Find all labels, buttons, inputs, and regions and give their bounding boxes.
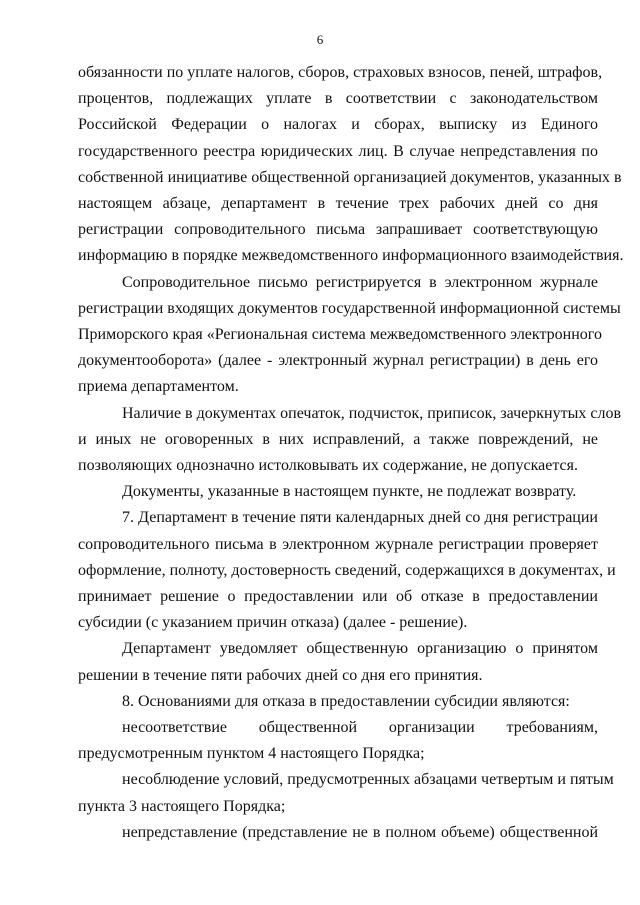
paragraph (78, 60, 624, 270)
text-line: сопроводительного письма в электронном журнале регистрации проверяет (78, 535, 598, 553)
text-line: Российской Федерации о налогах и сборах, выписку из Единого (78, 116, 598, 134)
paragraph (78, 767, 614, 819)
text-line: Наличие в документах опечаток, подчисток, приписок, зачеркнутых слов (122, 404, 621, 422)
text-line: пункта 3 настоящего Порядка; (78, 797, 286, 815)
text-line: Приморского края «Региональная система межведомственного электронного (78, 326, 602, 344)
text-line: 8. Основаниями для отказа в предоставлении субсидии являются: (122, 692, 570, 710)
text-line: оформление, полноту, достоверность сведений, содержащихся в документах, и (78, 561, 616, 579)
text-line: решении в течение пяти рабочих дней со дня его принятия. (78, 666, 483, 684)
text-line: 7. Департамент в течение пяти календарных дней со дня регистрации (122, 509, 598, 527)
paragraph (78, 820, 598, 846)
text-line: непредставление (представление не в полном объеме) общественной (122, 823, 598, 841)
page-number: 6 (316, 32, 324, 47)
text-line: настоящем абзаце, департамент в течение трех рабочих дней со дня (78, 195, 598, 213)
text-line: субсидии (с указанием причин отказа) (далее - решение). (78, 614, 468, 632)
paragraph (78, 636, 598, 688)
text-line: и иных не оговоренных в них исправлений, а также повреждений, не (78, 430, 598, 448)
text-line: обязанности по уплате налогов, сборов, страховых взносов, пеней, штрафов, (78, 64, 603, 81)
document-body (78, 60, 624, 846)
text-line: Департамент уведомляет общественную организацию о принятом (122, 640, 598, 658)
text-line: государственного реестра юридических лиц. В случае непредставления по (78, 142, 598, 160)
text-line: несоблюдение условий, предусмотренных абзацами четвертым и пятым (122, 771, 614, 789)
text-line: собственной инициативе общественной организацией документов, указанных в (78, 168, 622, 186)
text-line: принимает решение о предоставлении или об отказе в предоставлении (78, 588, 598, 606)
paragraph (78, 401, 621, 480)
text-line: информацию в порядке межведомственного информационного взаимодействия. (78, 247, 624, 265)
text-line: Документы, указанные в настоящем пункте, не подлежат возврату. (122, 483, 577, 501)
paragraph (78, 505, 616, 636)
text-line: регистрации сопроводительного письма запрашивает соответствующую (78, 221, 598, 239)
text-line: приема департаментом. (78, 378, 239, 396)
paragraph (78, 479, 598, 505)
text-line: предусмотренным пунктом 4 настоящего Порядка; (78, 745, 425, 763)
text-line: несоответствие общественной организации требованиям, (122, 719, 598, 737)
text-line: документооборота» (далее - электронный журнал регистрации) в день его (78, 352, 598, 370)
text-line: процентов, подлежащих уплате в соответствии с законодательством (78, 90, 598, 108)
text-line: Сопроводительное письмо регистрируется в электронном журнале (122, 273, 598, 291)
text-line: регистрации входящих документов государственной информационной системы (78, 299, 621, 317)
text-line: позволяющих однозначно истолковывать их содержание, не допускается. (78, 457, 578, 475)
paragraph (78, 715, 598, 767)
paragraph (78, 270, 621, 401)
paragraph (78, 689, 598, 715)
